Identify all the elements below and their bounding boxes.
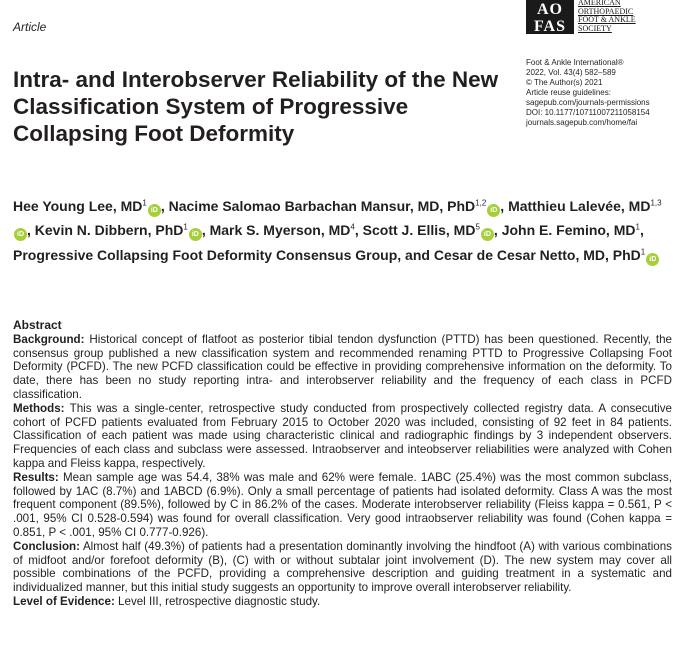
author-entry bbox=[363, 222, 502, 238]
author-separator: , bbox=[639, 222, 644, 239]
author-affiliation: 1 bbox=[183, 222, 188, 232]
author-entry bbox=[210, 222, 363, 238]
author-affiliation: 1 bbox=[142, 198, 147, 207]
journal-copyright: © The Author(s) 2021 bbox=[526, 78, 603, 87]
journal-doi[interactable]: DOI: 10.1177/10711007211058154 bbox=[526, 108, 650, 117]
orcid-icon[interactable]: iD bbox=[481, 228, 494, 241]
author-name: Nacime Salomao Barbachan Mansur, MD, PhD bbox=[168, 197, 476, 214]
journal-meta bbox=[526, 58, 650, 128]
author-list bbox=[13, 192, 673, 266]
author-affiliation: 5 bbox=[475, 222, 480, 232]
author-entry bbox=[13, 198, 169, 214]
author-name: Progressive Collapsing Foot Deformity Consensus Group, and Cesar de Cesar Netto, MD, PhD bbox=[13, 246, 641, 263]
logo-society-line: ORTHOPAEDIC bbox=[578, 6, 634, 16]
author-separator: , bbox=[493, 222, 502, 239]
logo-society-line: FOOT & ANKLE bbox=[578, 15, 636, 24]
abstract-methods bbox=[13, 402, 672, 471]
orcid-icon[interactable]: iD bbox=[189, 228, 202, 241]
journal-permissions-link[interactable]: sagepub.com/journals-permissions bbox=[526, 98, 650, 107]
abstract-section-label: Level of Evidence: bbox=[13, 594, 115, 608]
author-separator: , bbox=[201, 222, 210, 239]
author-name: Kevin N. Dibbern, PhD bbox=[34, 222, 184, 239]
author-affiliation: 1,2 bbox=[475, 198, 487, 207]
author-name: Matthieu Lalevée, MD bbox=[508, 197, 651, 214]
abstract bbox=[13, 319, 672, 609]
author-entry bbox=[35, 222, 210, 238]
author-separator: , bbox=[160, 197, 169, 214]
journal-home-link[interactable]: journals.sagepub.com/home/fai bbox=[526, 118, 638, 127]
logo-society-line: SOCIETY bbox=[578, 23, 612, 33]
abstract-heading: Abstract bbox=[13, 318, 62, 332]
journal-name: Foot & Ankle International® bbox=[526, 58, 624, 67]
abstract-section-label: Background: bbox=[13, 332, 85, 346]
author-entry bbox=[169, 198, 508, 214]
logo-letters-top: AO bbox=[537, 1, 563, 18]
author-separator: , bbox=[27, 222, 35, 239]
author-affiliation: 1,3 bbox=[650, 198, 662, 207]
abstract-section-label: Methods: bbox=[13, 401, 65, 415]
author-entry bbox=[502, 222, 644, 238]
abstract-section-text: This was a single-center, retrospective study conducted from prospectively collected registry data. A consecutive cohort of PCFD patients evaluated from February 2015 to October 2020 was included, consisting of 92 feet in 84 patients. Classification of each patient was made using characteristic clinical and radiographic findings by 3 independent observers. Frequencies of each class and subclass were assessed. Intraobserver and inteobserver reliabilities were analyzed with Cohen kappa and Fleiss kappa, respectively. bbox=[13, 401, 672, 470]
orcid-icon[interactable]: iD bbox=[487, 204, 500, 217]
article-title: Intra- and Interobserver Reliability of the New Classification System of Progressive Collapsing Foot Deformity bbox=[13, 67, 499, 146]
orcid-icon[interactable]: iD bbox=[148, 204, 161, 217]
abstract-section-label: Results: bbox=[13, 470, 59, 484]
author-name: Hee Young Lee, MD bbox=[13, 197, 143, 214]
aofas-logo bbox=[526, 0, 676, 38]
abstract-background bbox=[13, 333, 672, 402]
author-separator: , bbox=[354, 222, 363, 239]
aofas-logo-mark bbox=[526, 0, 574, 34]
abstract-section-text: Mean sample age was 54.4, 38% was male and 62% were female. 1ABC (25.4%) was the most common subclass, followed by 1AC (8.7%) and 1ABCD (6.9%). Only a small percentage of patients had isolated deformity. Class A was the most frequent component (89.5%), followed by C in 86.2% of the cases. Moderate interobserver reliability (Fleiss kappa = 0.561, P < .001, 95% CI 0.528-0.594) was found for overall classification. Very good intraobserver reliability was found (Cohen kappa = 0.851, P < .001, 95% CI 0.777-0.926). bbox=[13, 470, 672, 539]
abstract-conclusion bbox=[13, 540, 672, 595]
author-name: John E. Femino, MD bbox=[501, 222, 636, 239]
abstract-section-text: Historical concept of flatfoot as posterior tibial tendon dysfunction (PTTD) has been questioned. Recently, the consensus group published a new classification system and recommended renaming PTTD to Progressive Collapsing Foot Deformity (PCFD). The new PCFD classification could be effective in providing comprehensive information on the deformity. To date, there has been no study reporting intra- and interobserver reliability and the frequency of each class in PCFD classification. bbox=[13, 332, 672, 401]
abstract-level-of-evidence bbox=[13, 595, 672, 609]
orcid-icon[interactable]: iD bbox=[646, 253, 659, 266]
author-affiliation: 1 bbox=[635, 222, 640, 232]
article-type-label: Article bbox=[13, 20, 47, 34]
author-separator: , bbox=[500, 197, 509, 214]
journal-volume: 2022, Vol. 43(4) 582–589 bbox=[526, 68, 616, 77]
author-name: Mark S. Myerson, MD bbox=[209, 222, 351, 239]
logo-society-line: AMERICAN bbox=[578, 0, 621, 7]
author-affiliation: 1 bbox=[640, 247, 646, 257]
author-name: Scott J. Ellis, MD bbox=[362, 222, 476, 239]
abstract-section-label: Conclusion: bbox=[13, 539, 80, 553]
abstract-section-text: Almost half (49.3%) of patients had a presentation dominantly involving the hindfoot (A) with various combinations of midfoot and/or forefoot deformity (B), (C) with or without subtalar joint involvement (D). The new system may cover all possible combinations of the PCFD, providing a comprehensive description and guiding treatment in a systematic and individualized manner, but this initial study suggests an opportunity to improve overall interobserver reliability. bbox=[13, 539, 672, 595]
journal-reuse-label: Article reuse guidelines: bbox=[526, 88, 611, 97]
logo-letters-bottom: FAS bbox=[533, 18, 567, 35]
abstract-results bbox=[13, 471, 672, 540]
abstract-section-text: Level III, retrospective diagnostic study. bbox=[118, 594, 321, 608]
author-affiliation: 4 bbox=[350, 222, 355, 232]
logo-society-name bbox=[578, 0, 636, 33]
author-entry bbox=[13, 247, 659, 263]
orcid-icon[interactable]: iD bbox=[14, 228, 27, 241]
